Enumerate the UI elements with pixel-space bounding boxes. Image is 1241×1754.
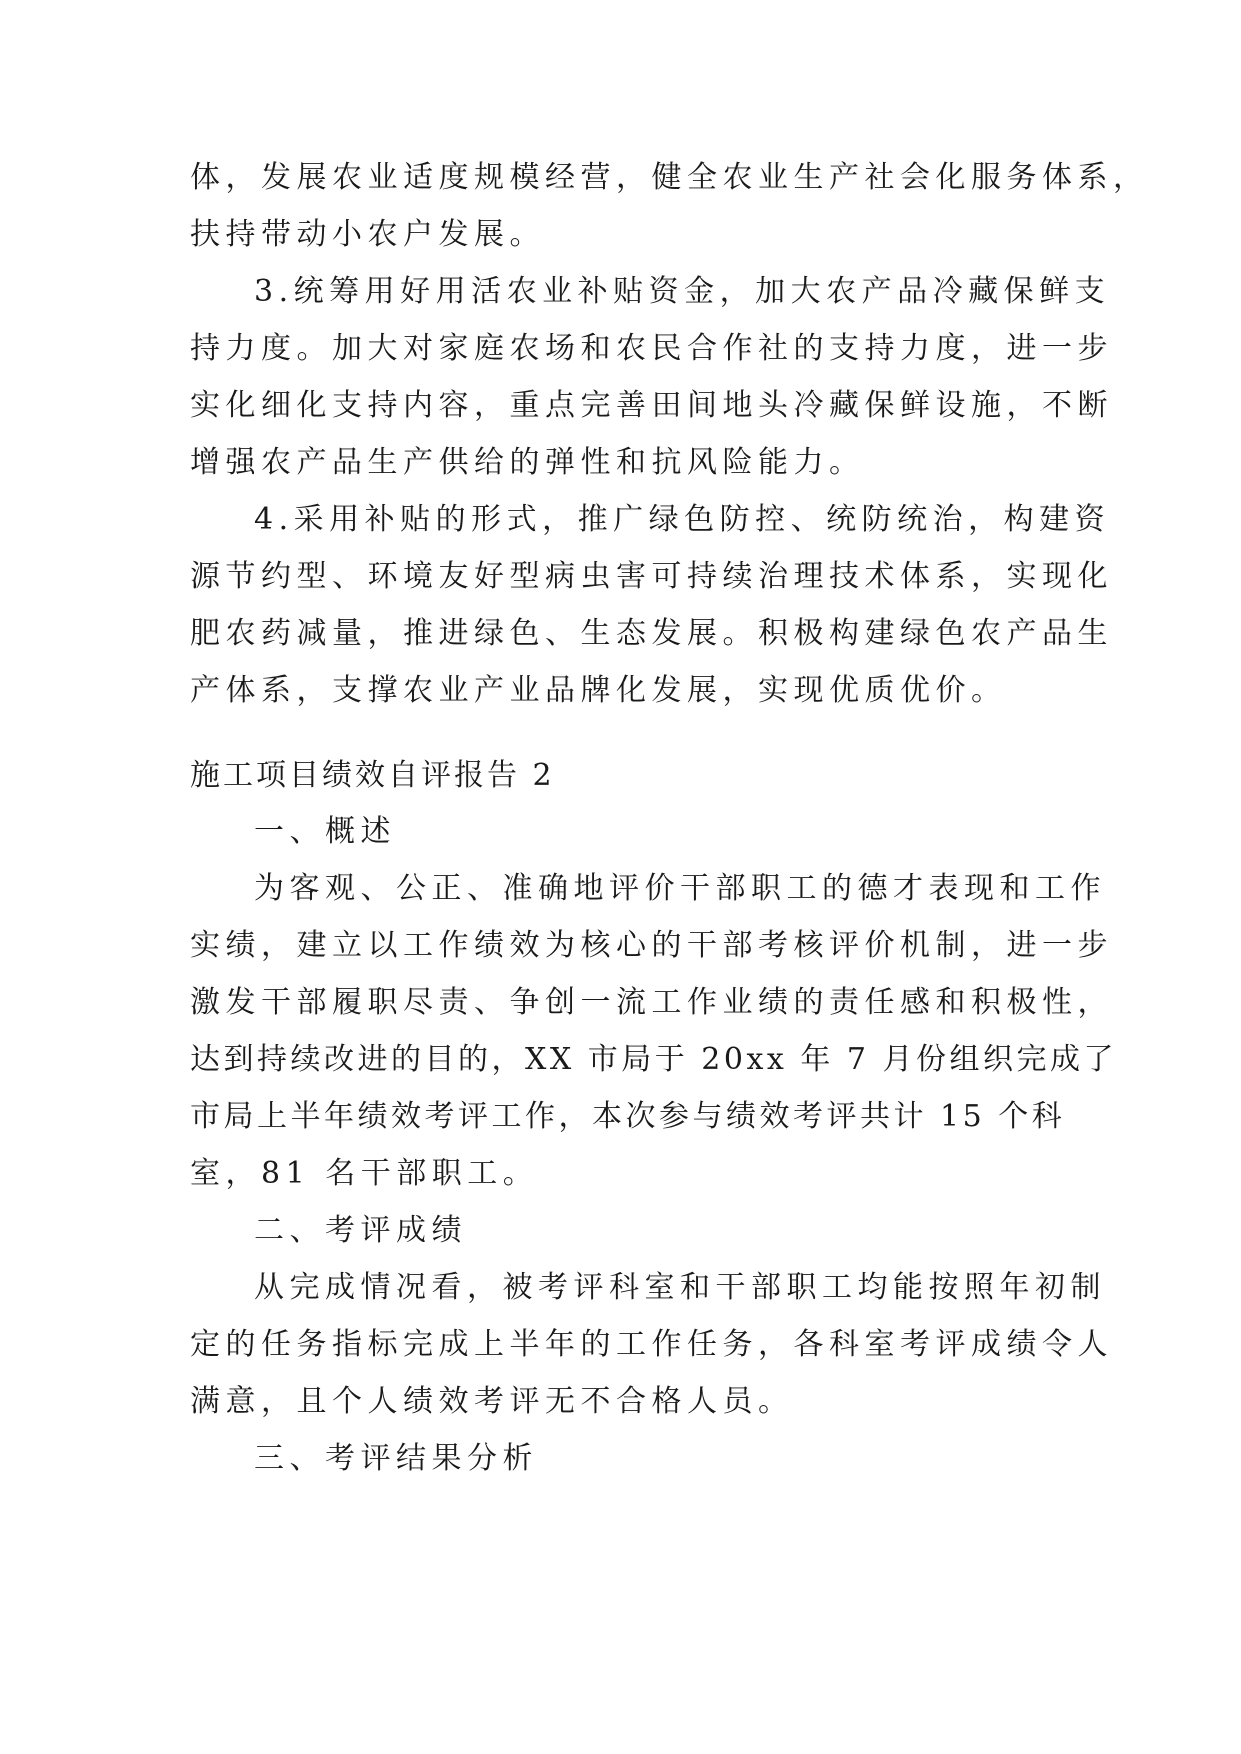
list-item-3-line: 增强农产品生产供给的弹性和抗风险能力。 [190,445,865,480]
overview-paragraph-line: 激发干部履职尽责、争创一流工作业绩的责任感和积极性， [190,985,1113,1020]
list-item-4-line: 肥农药减量，推进绿色、生态发展。积极构建绿色农产品生 [190,616,1113,651]
scores-paragraph-line: 定的任务指标完成上半年的工作任务，各科室考评成绩令人 [190,1327,1113,1362]
list-item-4-line: 源节约型、环境友好型病虫害可持续治理技术体系，实现化 [190,559,1113,594]
list-item-3-line: 实化细化支持内容，重点完善田间地头冷藏保鲜设施，不断 [190,388,1113,423]
list-item-4-line: 产体系，支撑农业产业品牌化发展，实现优质优价。 [190,673,1007,708]
overview-paragraph-line: 实绩，建立以工作绩效为核心的干部考核评价机制，进一步 [190,928,1113,963]
report-title: 施工项目绩效自评报告 2 [190,758,555,793]
overview-paragraph-line: 市局上半年绩效考评工作，本次参与绩效考评共计 15 个科 [190,1099,1066,1134]
section-heading-scores: 二、考评成绩 [254,1213,467,1248]
list-item-3-line: 持力度。加大对家庭农场和农民合作社的支持力度，进一步 [190,331,1113,366]
list-item-4-line: 4.采用补贴的形式，推广绿色防控、统防统治，构建资 [254,502,1111,537]
overview-paragraph-line: 达到持续改进的目的，XX 市局于 20xx 年 7 月份组织完成了 [190,1042,1117,1077]
paragraph-line: 体，发展农业适度规模经营，健全农业生产社会化服务体系， [190,160,1149,195]
scores-paragraph-line: 从完成情况看，被考评科室和干部职工均能按照年初制 [254,1270,1106,1305]
section-heading-overview: 一、概述 [254,814,396,849]
paragraph-line: 扶持带动小农户发展。 [190,217,545,252]
section-heading-analysis: 三、考评结果分析 [254,1441,538,1476]
scores-paragraph-line: 满意，且个人绩效考评无不合格人员。 [190,1384,794,1419]
overview-paragraph-line: 为客观、公正、准确地评价干部职工的德才表现和工作 [254,871,1106,906]
overview-paragraph-line: 室，81 名干部职工。 [190,1156,539,1191]
list-item-3-line: 3.统筹用好用活农业补贴资金，加大农产品冷藏保鲜支 [254,274,1111,309]
